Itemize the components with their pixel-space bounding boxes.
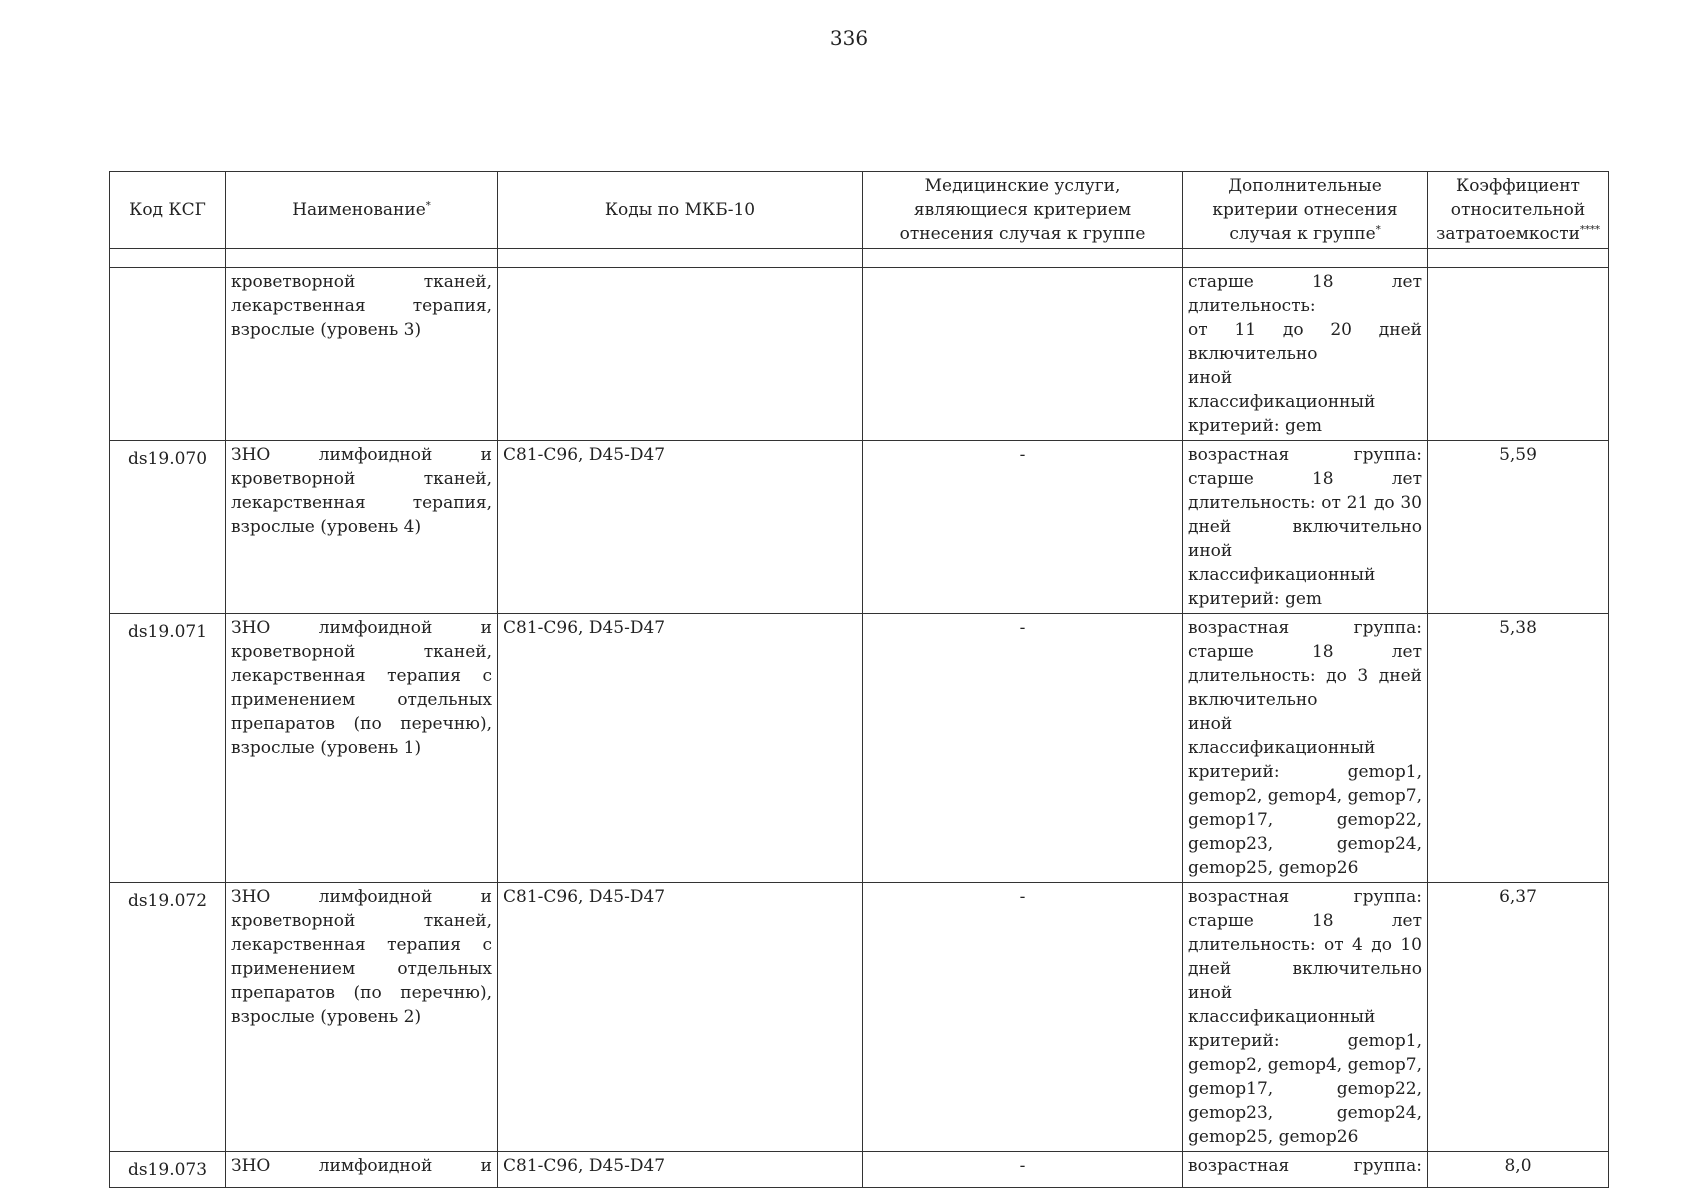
text-line: ЗНО лимфоидной и <box>231 887 492 907</box>
text-line: возрастная группа: <box>1188 618 1422 638</box>
text-line: препаратов (по перечню), <box>231 714 492 734</box>
cost-coefficient: 6,37 <box>1428 883 1609 1152</box>
text-line: критерий: gemop1, <box>1188 1031 1422 1051</box>
ksg-table <box>109 171 1609 1188</box>
text-line: иной классификационный <box>1188 541 1376 585</box>
text-line: ЗНО лимфоидной и <box>231 1156 492 1176</box>
extra-criteria <box>1183 883 1428 1152</box>
text-line: взрослые (уровень 3) <box>231 320 422 340</box>
text-line: возрастная группа: <box>1188 1156 1422 1176</box>
table-row-continuation <box>110 268 1609 441</box>
medical-services: - <box>863 1152 1183 1188</box>
medical-services: - <box>863 441 1183 614</box>
cost-coefficient: 8,0 <box>1428 1152 1609 1188</box>
ksg-name <box>226 883 498 1152</box>
cont-code <box>110 268 226 441</box>
ksg-code: ds19.073 <box>110 1152 226 1188</box>
header-code <box>110 172 226 249</box>
text-line: старше 18 лет <box>1188 469 1422 489</box>
text-line: включительно <box>1188 690 1318 710</box>
text-line: кроветворной тканей, <box>231 642 492 662</box>
header-name <box>226 172 498 249</box>
text-line: длительность: от 4 до 10 <box>1188 935 1422 955</box>
extra-criteria <box>1183 441 1428 614</box>
text-line: лекарственная терапия с <box>231 935 492 955</box>
text-line: старше 18 лет <box>1188 911 1422 931</box>
ksg-name <box>226 1152 498 1188</box>
table-row <box>110 1152 1609 1188</box>
cont-coef <box>1428 268 1609 441</box>
header-coef-footnote: **** <box>1579 224 1600 236</box>
header-extra-footnote: * <box>1375 224 1381 236</box>
header-icd-label: Коды по МКБ-10 <box>604 200 756 220</box>
cont-name <box>226 268 498 441</box>
text-line: дней включительно <box>1188 959 1422 979</box>
text-line: иной классификационный <box>1188 983 1376 1027</box>
cont-icd <box>498 268 863 441</box>
text-line: включительно <box>1188 344 1318 364</box>
text-line: длительность: от 21 до 30 <box>1188 493 1422 513</box>
text-line: дней включительно <box>1188 517 1422 537</box>
text-line: gemop25, gemop26 <box>1188 1127 1359 1147</box>
header-code-label: Код КСГ <box>129 200 206 220</box>
text-line: старше 18 лет <box>1188 272 1422 292</box>
text-line: взрослые (уровень 1) <box>231 738 422 758</box>
text-line: лекарственная терапия, <box>231 493 492 513</box>
text-line: ЗНО лимфоидной и <box>231 618 492 638</box>
ksg-name <box>226 441 498 614</box>
cost-coefficient: 5,59 <box>1428 441 1609 614</box>
text-line: ЗНО лимфоидной и <box>231 445 492 465</box>
icd-codes: C81-C96, D45-D47 <box>498 883 863 1152</box>
ksg-code: ds19.070 <box>110 441 226 614</box>
text-line: лекарственная терапия с <box>231 666 492 686</box>
text-line: gemop23, gemop24, <box>1188 1103 1422 1123</box>
header-extra <box>1183 172 1428 249</box>
header-icd <box>498 172 863 249</box>
ksg-code: ds19.072 <box>110 883 226 1152</box>
text-line: gemop2, gemop4, gemop7, <box>1188 1055 1423 1075</box>
text-line: возрастная группа: <box>1188 887 1422 907</box>
header-row <box>110 172 1609 249</box>
text-line: gemop23, gemop24, <box>1188 834 1422 854</box>
text-line: gemop25, gemop26 <box>1188 858 1359 878</box>
text-line: применением отдельных <box>231 690 492 710</box>
table-row <box>110 883 1609 1152</box>
text-line: препаратов (по перечню), <box>231 983 492 1003</box>
text-line: кроветворной тканей, <box>231 272 492 292</box>
text-line: gemop2, gemop4, gemop7, <box>1188 786 1423 806</box>
text-line: gemop17, gemop22, <box>1188 810 1422 830</box>
header-services <box>863 172 1183 249</box>
text-line: старше 18 лет <box>1188 642 1422 662</box>
text-line: критерий: gem <box>1188 589 1323 609</box>
extra-criteria <box>1183 614 1428 883</box>
header-coef <box>1428 172 1609 249</box>
text-line: возрастная группа: <box>1188 445 1422 465</box>
medical-services: - <box>863 883 1183 1152</box>
cont-criteria <box>1183 268 1428 441</box>
text-line: критерий: gem <box>1188 416 1323 436</box>
ksg-name <box>226 614 498 883</box>
icd-codes: C81-C96, D45-D47 <box>498 614 863 883</box>
cost-coefficient: 5,38 <box>1428 614 1609 883</box>
text-line: взрослые (уровень 4) <box>231 517 422 537</box>
ksg-code: ds19.071 <box>110 614 226 883</box>
icd-codes: C81-C96, D45-D47 <box>498 441 863 614</box>
header-name-footnote: * <box>425 200 431 212</box>
table-row <box>110 441 1609 614</box>
text-line: лекарственная терапия, <box>231 296 492 316</box>
text-line: от 11 до 20 дней <box>1188 320 1422 340</box>
text-line: иной классификационный <box>1188 368 1376 412</box>
text-line: применением отдельных <box>231 959 492 979</box>
cont-services <box>863 268 1183 441</box>
icd-codes: C81-C96, D45-D47 <box>498 1152 863 1188</box>
header-name-label: Наименование <box>292 200 426 220</box>
header-spacer-row <box>110 249 1609 268</box>
text-line: критерий: gemop1, <box>1188 762 1422 782</box>
page-number: 336 <box>829 26 869 50</box>
text-line: кроветворной тканей, <box>231 469 492 489</box>
text-line: длительность: до 3 дней <box>1188 666 1422 686</box>
text-line: иной классификационный <box>1188 714 1376 758</box>
header-services-label: Медицинские услуги, являющиеся критерием отнесения случая к группе <box>899 176 1146 244</box>
text-line: взрослые (уровень 2) <box>231 1007 422 1027</box>
header-coef-label: Коэффициент относительной затратоемкости <box>1436 176 1586 244</box>
extra-criteria <box>1183 1152 1428 1188</box>
text-line: длительность: <box>1188 296 1316 316</box>
text-line: кроветворной тканей, <box>231 911 492 931</box>
header-extra-label: Дополнительные критерии отнесения случая к группе <box>1212 176 1398 244</box>
medical-services: - <box>863 614 1183 883</box>
table-row <box>110 614 1609 883</box>
text-line: gemop17, gemop22, <box>1188 1079 1422 1099</box>
